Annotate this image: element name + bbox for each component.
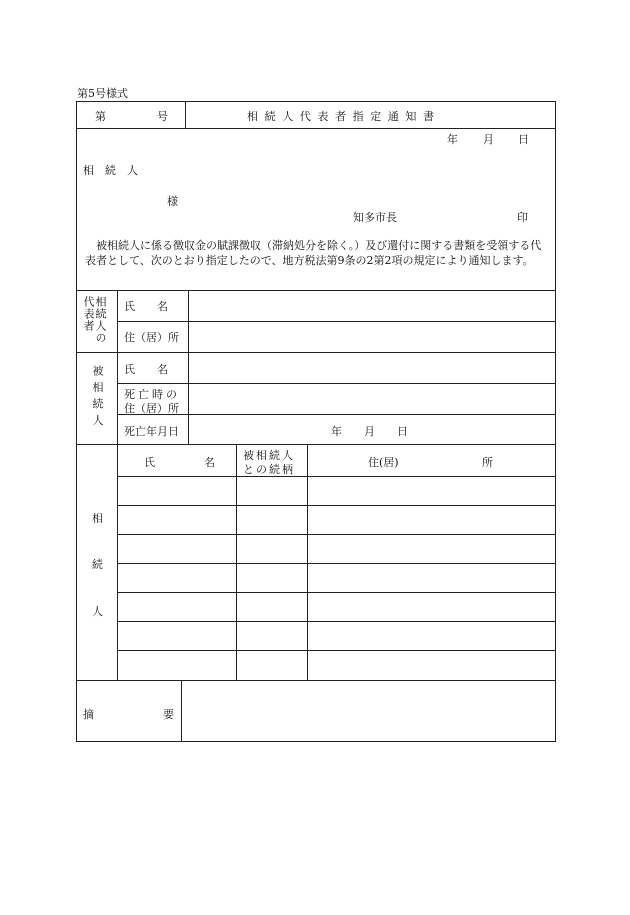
deceased-name-field[interactable] (189, 353, 554, 383)
heirs-row-line-1 (117, 476, 555, 477)
heirs-row-line-6 (117, 621, 555, 622)
remarks-label-right: 要 (163, 708, 174, 721)
deceased-name-label: 氏 名 (124, 363, 168, 376)
date-month: 月 (483, 133, 494, 146)
number-prefix: 第 (95, 110, 106, 123)
heirs-row-line-4 (117, 563, 555, 564)
rep-address-field[interactable] (189, 322, 554, 352)
heirs-label-char-2: 続 (92, 558, 103, 571)
heirs-row-line-5 (117, 592, 555, 593)
heirs-col-relation-1: 被相続人 (243, 449, 295, 462)
heirs-col-address-left: 住(居) (368, 456, 399, 469)
remarks-field[interactable] (182, 681, 554, 741)
document-title: 相続人代表者指定通知書 (247, 110, 441, 123)
heirs-label-char-3: 人 (92, 605, 103, 618)
death-date-placeholder: 年 月 日 (331, 425, 408, 438)
deceased-address-field[interactable] (189, 384, 554, 414)
date-day: 日 (518, 133, 529, 146)
heirs-row-line-7 (117, 650, 555, 651)
form-number: 第5号様式 (77, 87, 128, 100)
issuer-seal: 印 (517, 211, 528, 224)
header-bottom-line (77, 128, 555, 129)
heirs-col-relation-2: との続柄 (243, 463, 295, 476)
rep-name-label: 氏 名 (124, 300, 168, 313)
issuer-name: 知多市長 (353, 211, 397, 224)
rep-name-field[interactable] (189, 291, 554, 321)
rep-address-label: 住（居）所 (124, 331, 179, 344)
heirs-label-char-1: 相 (92, 512, 103, 525)
remarks-label-left: 摘 (83, 708, 94, 721)
number-suffix: 号 (157, 110, 168, 123)
deceased-address-label-1: 死亡時の (124, 388, 180, 401)
recipient-honorific: 様 (167, 195, 178, 208)
heirs-row-line-2 (117, 505, 555, 506)
heirs-top-line (77, 444, 555, 445)
rep-group-label: 相続人の代表者 (82, 296, 107, 344)
heirs-col-name-right: 名 (204, 456, 215, 469)
notice-form (76, 101, 556, 742)
deceased-col-divider (117, 352, 118, 445)
deceased-group-label: 被相続人 (91, 365, 104, 431)
heirs-col-address-right: 所 (482, 456, 493, 469)
intro-text: 被相続人に係る徴収金の賦課徴収（滞納処分を除く。）及び還付に関する書類を受領する代表者として、次のとおり指定したので、地方税法第9条の2第2項の規定により通知します。 (85, 239, 542, 267)
deceased-line-2 (117, 414, 555, 415)
header-divider (185, 102, 186, 129)
death-date-label: 死亡年月日 (124, 425, 179, 438)
recipient-label: 相 続 人 (83, 164, 138, 177)
heirs-col-name-left: 氏 (144, 456, 155, 469)
heirs-row-line-3 (117, 534, 555, 535)
date-year: 年 (447, 133, 458, 146)
deceased-address-label-2: 住（居）所 (124, 402, 179, 415)
